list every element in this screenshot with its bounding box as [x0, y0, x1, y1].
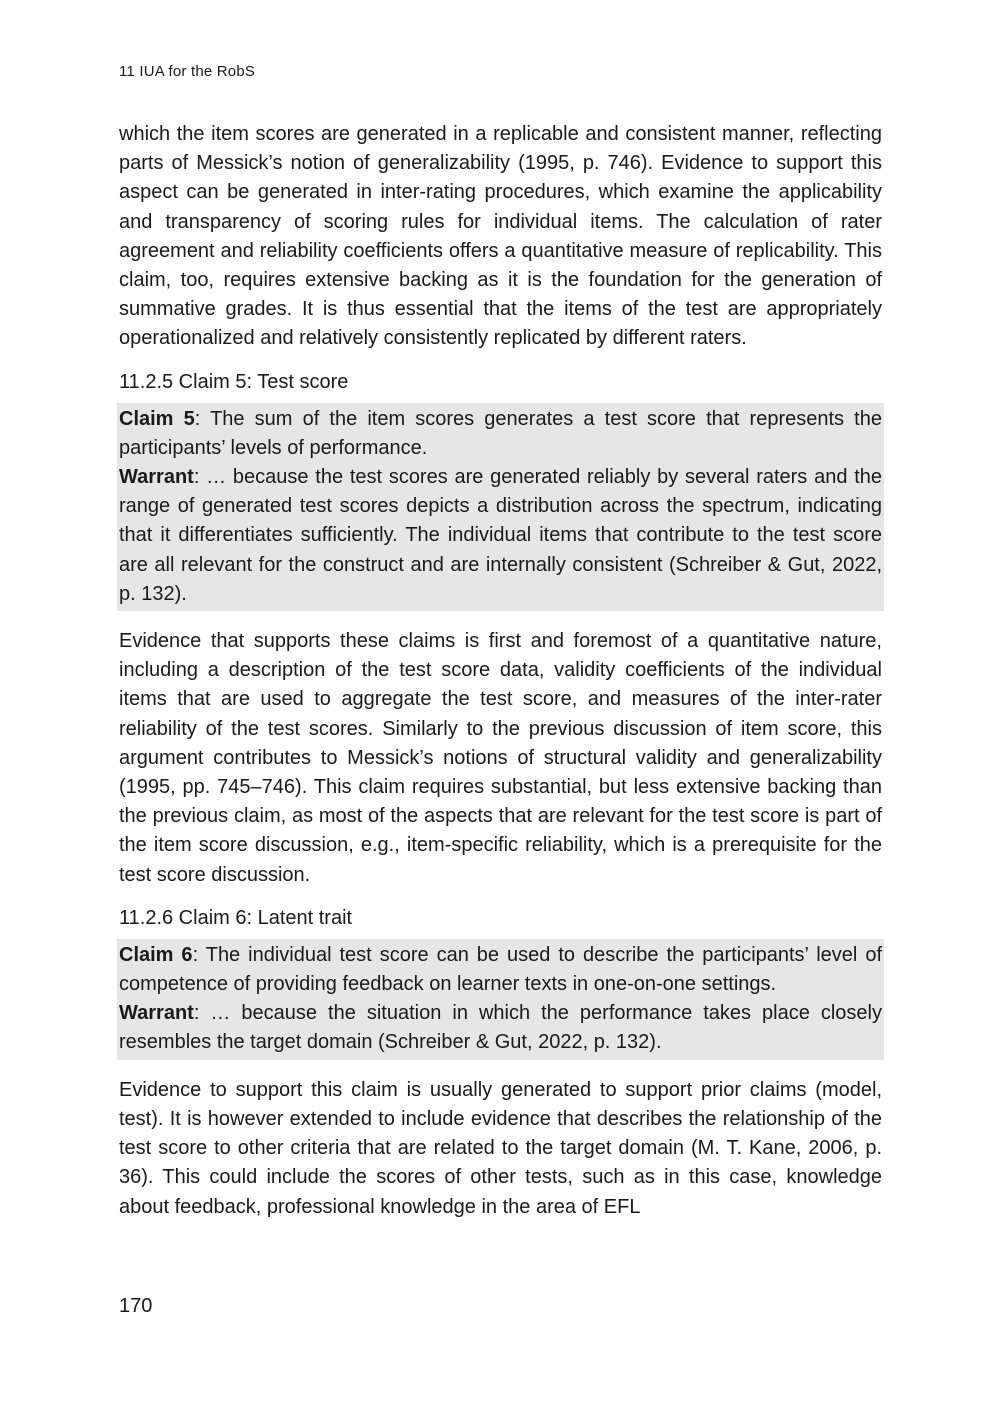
warrant-5-statement [119, 463, 882, 609]
claim-box-6 [117, 939, 884, 1060]
claim-box-5 [117, 403, 884, 611]
section-heading-claim-6: 11.2.6 Claim 6: Latent trait [119, 906, 353, 929]
warrant-6-text: : … because the situation in which the performance takes place closely resembles the target domain (Schreiber & Gut, 2022, p. 132). [119, 1002, 882, 1054]
claim-5-text: : The sum of the item scores generates a test score that represents the participants’ levels of performance. [119, 407, 882, 459]
page-number: 170 [119, 1295, 153, 1317]
warrant-5-text: : … because the test scores are generated reliably by several raters and the range of generated test scores depicts a distribution across the spectrum, indicating that it differentiates sufficiently. The individual items that contribute to the test score are all relevant for the construct and are internally consistent (Schreiber & Gut, 2022, p. 132). [119, 466, 882, 605]
warrant-5-label: Warrant [119, 466, 194, 489]
running-header: 11 IUA for the RobS [119, 63, 256, 80]
paragraph-latent-trait-evidence: Evidence to support this claim is usually generated to support prior claims (model, test). It is however extended to include evidence that describes the relationship of the test score to other criteria that are related to the target domain (M. T. Kane, 2006, p. 36). This could include the scores of other tests, such as in this case, knowledge about feedback, professional knowledge in the area of EFL [119, 1078, 882, 1218]
warrant-6-label: Warrant [119, 1002, 194, 1025]
section-heading-claim-5: 11.2.5 Claim 5: Test score [119, 370, 349, 393]
claim-5-label: Claim 5 [119, 407, 195, 430]
page-content [119, 120, 882, 1222]
claim-5-statement [119, 405, 882, 463]
claim-6-label: Claim 6 [119, 943, 193, 966]
warrant-6-statement [119, 999, 882, 1057]
claim-6-text: : The individual test score can be used to describe the participants’ level of competence of providing feedback on learner texts in one-on-one settings. [119, 943, 882, 996]
claim-6-statement [119, 941, 882, 999]
paragraph-item-score-evidence: which the item scores are generated in a replicable and consistent manner, reflecting parts of Messick’s notion of generalizability (1995, p. 746). Evidence to support this aspect can be generated in inter-rating procedures, which examine the applicability and transparency of scoring rules for individual items. The calculation of rater agreement and reliability coefficients offers a quantitative measure of replicability. This claim, too, requires extensive backing as it is the foundation for the generation of summative grades. It is thus essential that the items of the test are appropriately operationalized and relatively consistently replicated by different raters. [119, 123, 882, 350]
paragraph-test-score-evidence: Evidence that supports these claims is first and foremost of a quantitative nature, including a description of the test score data, validity coefficients of the individual items that are used to aggregate the test score, and measures of the inter-rater reliability of the test scores. Similarly to the previous discussion of item score, this argument contributes to Messick’s notions of structural validity and generalizability (1995, pp. 745–746). This claim requires substantial, but less extensive backing than the previous claim, as most of the aspects that are relevant for the test score is part of the item score discussion, e.g., item-specific reliability, which is a prerequisite for the test score discussion. [119, 630, 882, 886]
